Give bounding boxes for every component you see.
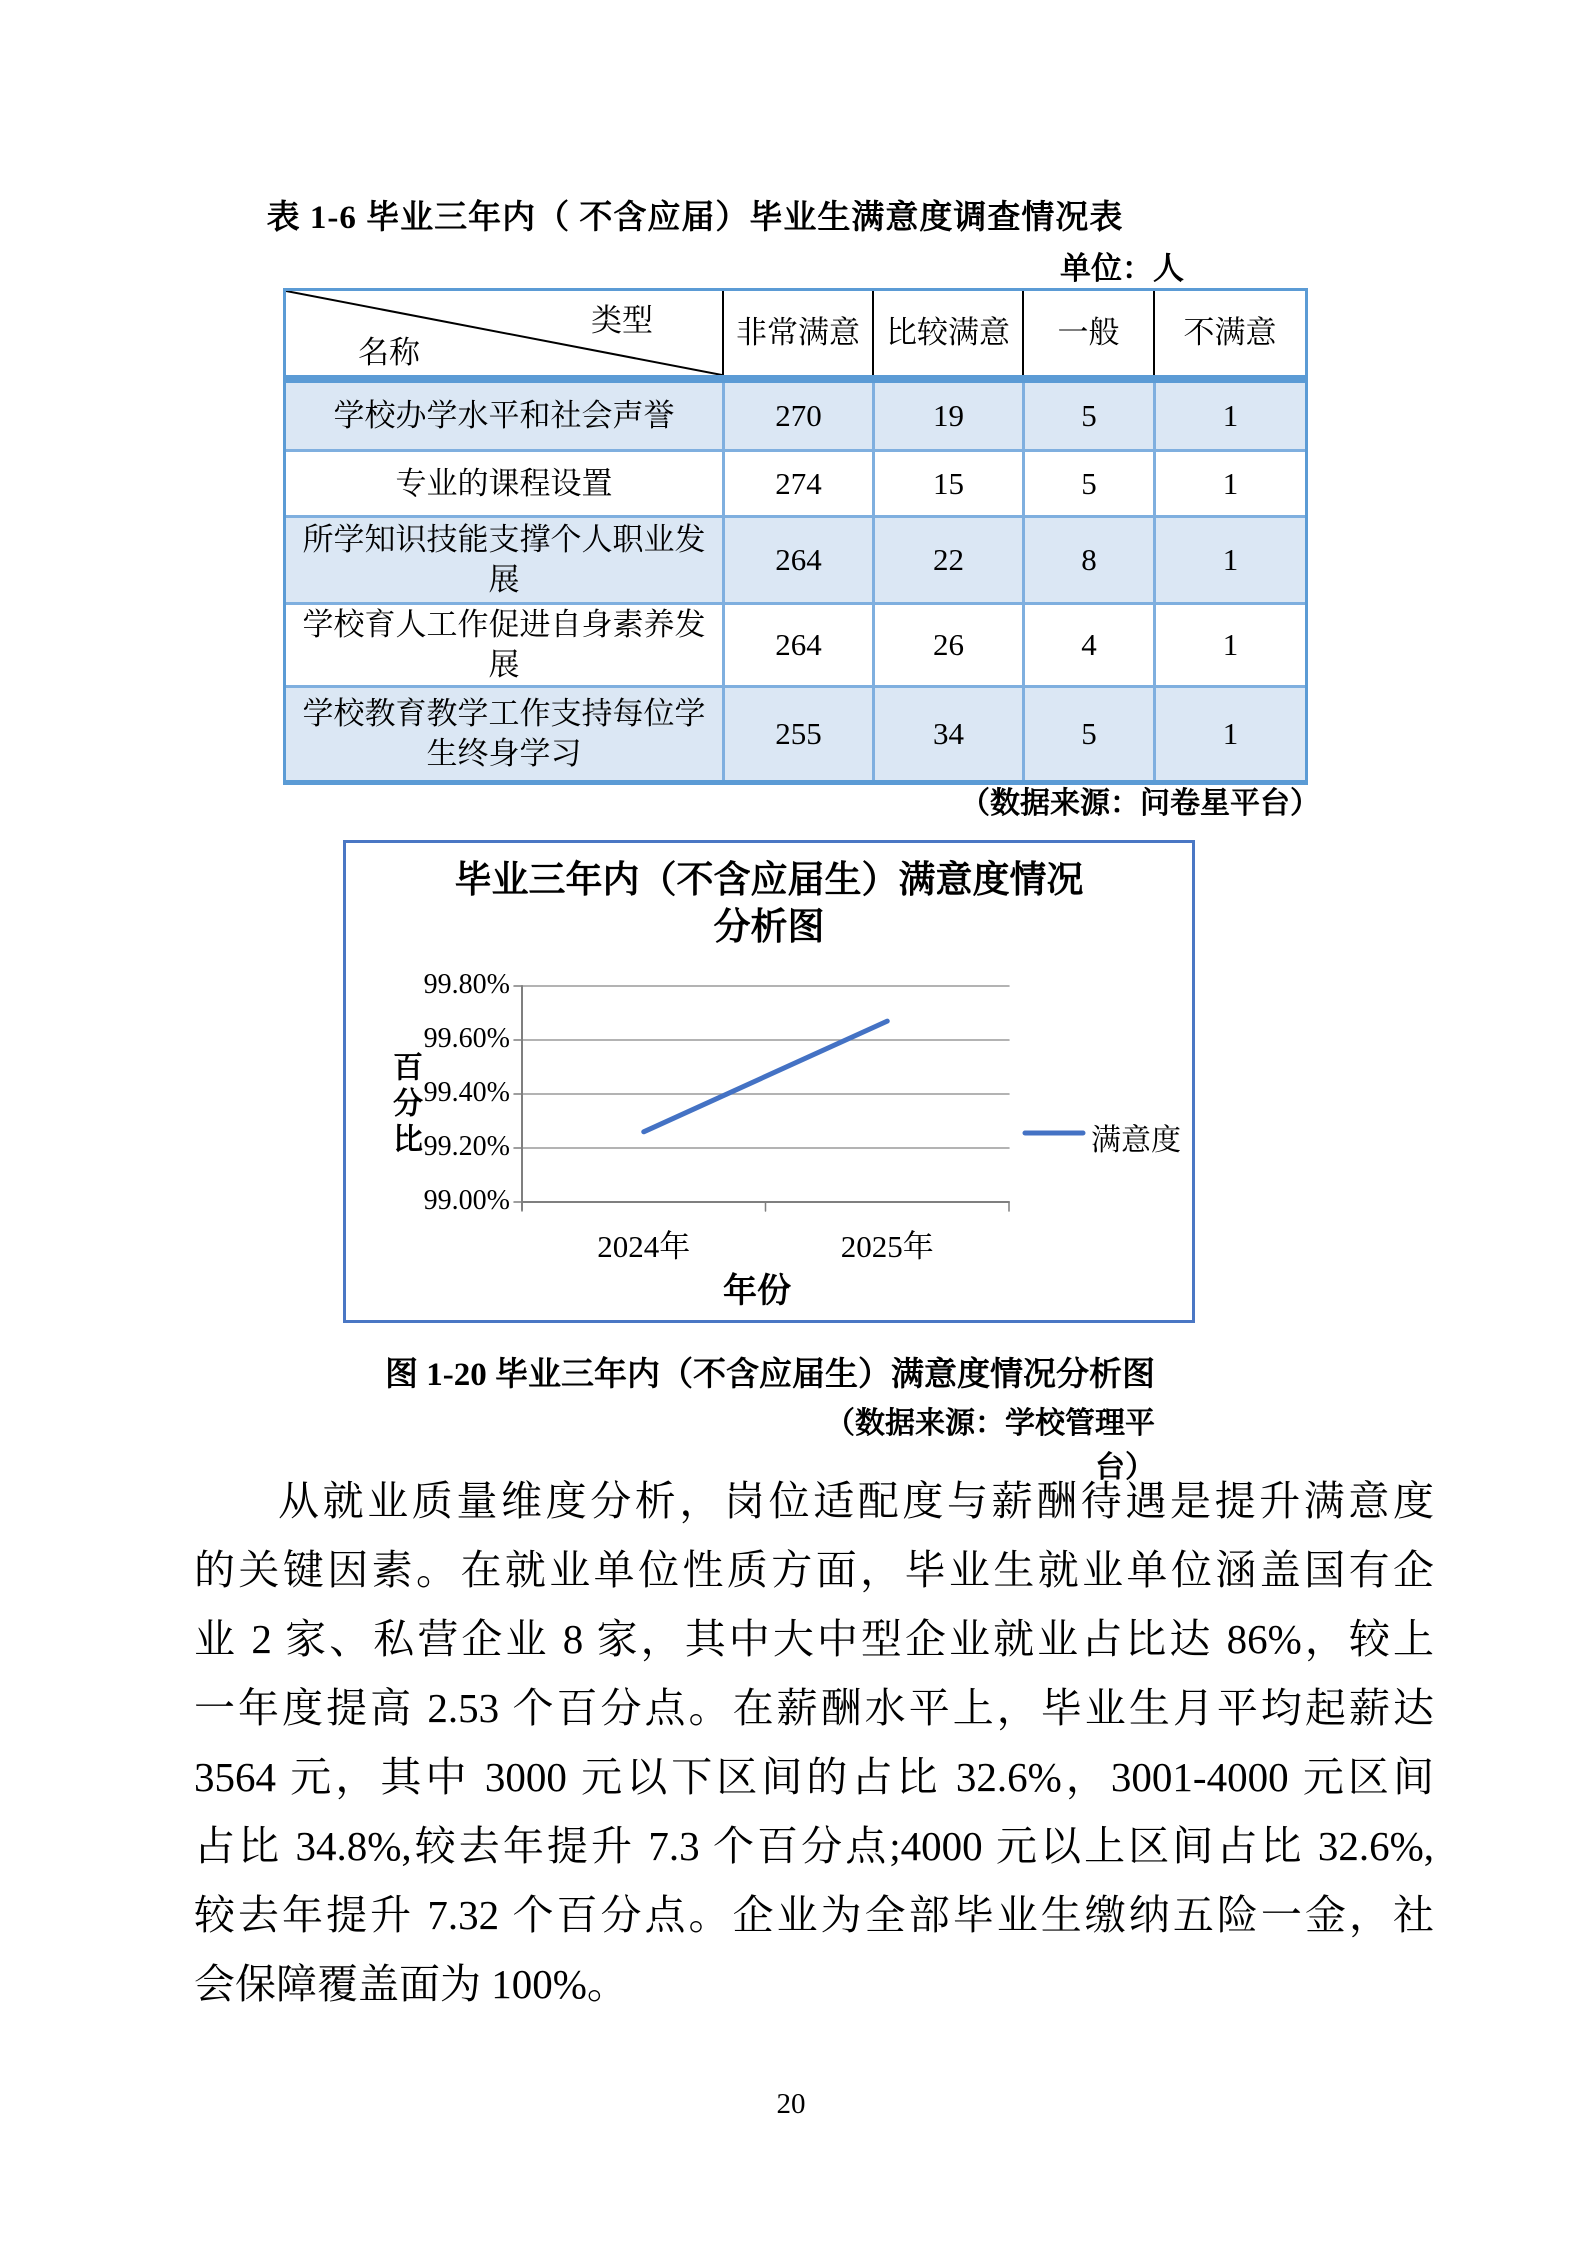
y-axis-label: 百分比 [388,1051,421,1159]
x-tick-label: 2024年 [597,1229,691,1264]
table-source: （数据来源：问卷星平台） [960,787,1320,820]
table-header-row [286,291,1305,375]
y-tick-label: 99.60% [423,1023,510,1054]
column-header-very-satisfied: 非常满意 [722,291,872,375]
chart-title-line1: 毕业三年内（不含应届生）满意度情况 [454,860,1084,901]
row-name-cell: 专业的课程设置 [395,465,613,501]
table-row [286,515,1305,602]
diagonal-line [286,291,722,375]
header-separator-band [286,375,1305,383]
value-cell: 19 [872,383,1022,449]
chart-figure [343,840,1195,1323]
value-cell: 1 [1153,605,1305,685]
value-cell: 1 [1153,452,1305,515]
paragraph-line: 业 2 家、私营企业 8 家，其中大中型企业就业占比达 86%，较上 [194,1616,1434,1662]
figure-source: （数据来源：学校管理平台） [825,1407,1155,1484]
value-cell: 26 [872,605,1022,685]
y-tick-label: 99.00% [423,1185,510,1216]
table-title: 表 1-6 毕业三年内（ 不含应届）毕业生满意度调查情况表 [266,200,1124,236]
value-cell: 5 [1022,688,1153,780]
paragraph-line: 一年度提高 2.53 个百分点。在薪酬水平上，毕业生月平均起薪达 [194,1685,1434,1731]
column-header-neutral: 一般 [1022,291,1153,375]
value-cell: 264 [722,605,872,685]
value-cell: 5 [1022,383,1153,449]
column-header-unsatisfied: 不满意 [1153,291,1305,375]
row-name-cell: 学校育人工作促进自身素养发展 [302,607,706,682]
row-name-cell: 学校教育教学工作支持每位学生终身学习 [302,696,706,771]
row-name-cell: 学校办学水平和社会声誉 [333,398,675,433]
value-cell: 255 [722,688,872,780]
value-cell: 264 [722,518,872,602]
value-cell: 270 [722,383,872,449]
satisfaction-line-series [644,1021,888,1132]
value-cell: 1 [1153,383,1305,449]
value-cell: 1 [1153,688,1305,780]
legend-label: 满意度 [1091,1124,1181,1157]
value-cell: 5 [1022,452,1153,515]
value-cell: 15 [872,452,1022,515]
row-name-cell: 所学知识技能支撑个人职业发展 [302,522,706,597]
figure-caption: 图 1-20 毕业三年内（不含应届生）满意度情况分析图 [385,1357,1155,1393]
x-tick-label: 2025年 [840,1229,934,1264]
value-cell: 8 [1022,518,1153,602]
table-body [286,383,1305,780]
value-cell: 274 [722,452,872,515]
table-row [286,602,1305,685]
y-tick-label: 99.20% [423,1131,510,1162]
x-axis-label: 年份 [723,1273,791,1310]
y-tick-label: 99.80% [423,969,510,1000]
paragraph-line: 从就业质量维度分析，岗位适配度与薪酬待遇是提升满意度 [278,1478,1434,1524]
unit-label: 单位：人 [1060,251,1184,286]
page-number: 20 [776,2088,806,2120]
paragraph-line: 3564 元，其中 3000 元以下区间的占比 32.6%，3001-4000 元区间 [194,1754,1434,1800]
table-row [286,383,1305,449]
value-cell: 34 [872,688,1022,780]
table-row [286,449,1305,515]
value-cell: 4 [1022,605,1153,685]
paragraph-line: 较去年提升 7.32 个百分点。企业为全部毕业生缴纳五险一金，社 [194,1892,1434,1938]
body-paragraph [194,1467,1434,2019]
paragraph-line: 会保障覆盖面为 100%。 [194,1961,628,2007]
satisfaction-table [283,288,1308,785]
paragraph-line: 占比 34.8%,较去年提升 7.3 个百分点;4000 元以上区间占比 32.6%, [194,1823,1434,1869]
corner-header-cell [286,291,722,375]
corner-name-label: 名称 [358,335,420,370]
chart-title [346,857,1192,951]
paragraph-line: 的关键因素。在就业单位性质方面，毕业生就业单位涵盖国有企 [194,1547,1434,1593]
corner-type-label: 类型 [591,303,653,338]
value-cell: 1 [1153,518,1305,602]
y-tick-label: 99.40% [423,1077,510,1108]
chart-title-line2: 分析图 [713,907,825,948]
table-row [286,685,1305,780]
column-header-fairly-satisfied: 比较满意 [872,291,1022,375]
value-cell: 22 [872,518,1022,602]
